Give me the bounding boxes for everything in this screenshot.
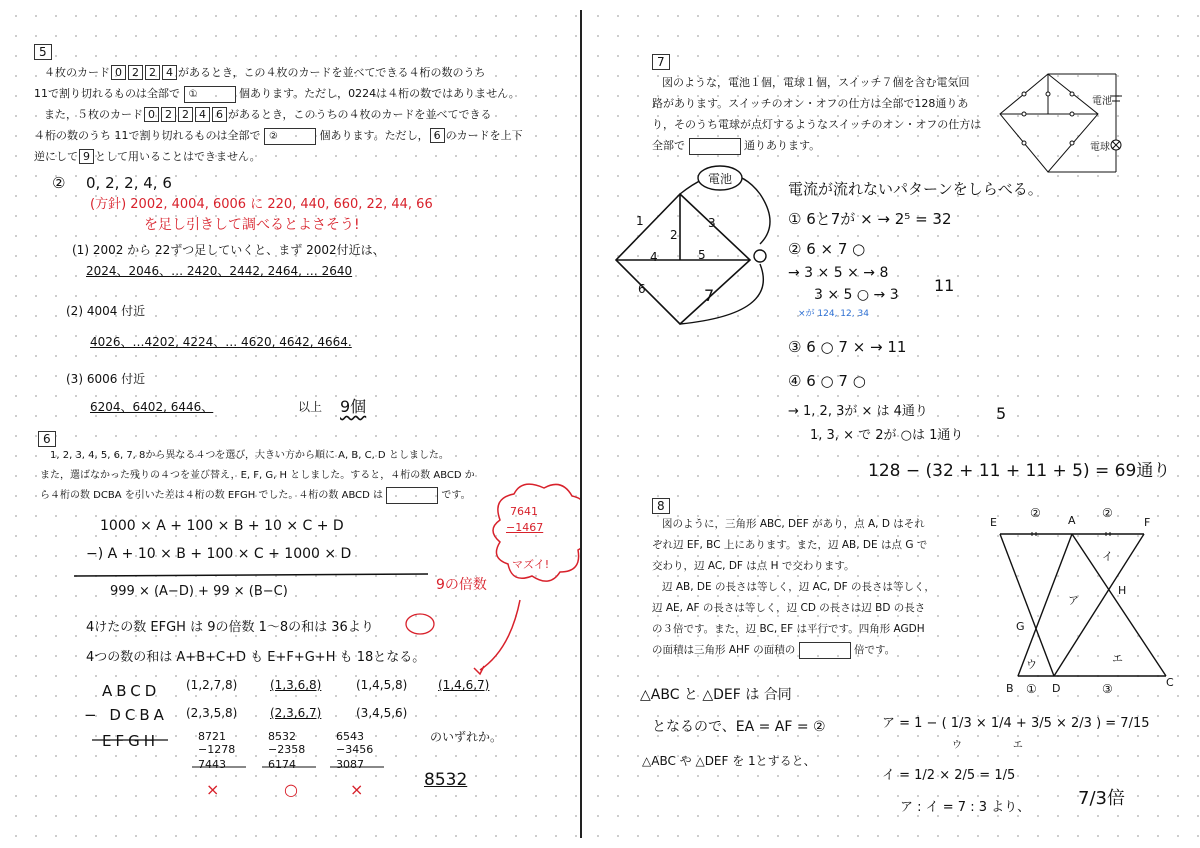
- hw8-text-2: となるので、EA = AF = ②: [652, 719, 826, 735]
- hw8-text-1: △ABC と △DEF は 合同: [640, 687, 792, 703]
- hw6-set-4: (1,4,6,7): [438, 678, 490, 692]
- hw7-row-2a: → 3 × 5 × → 8: [788, 265, 889, 281]
- label-A: A: [1068, 514, 1076, 527]
- hw6-eq-1: 1000 × A + 100 × B + 10 × C + D: [100, 518, 344, 534]
- label-D: D: [1052, 682, 1061, 695]
- hw6-mark-1: ×: [206, 780, 220, 799]
- hw6-abcd: ABCD: [102, 682, 161, 700]
- hw6-calc-3: 6543 −3456 3087: [336, 730, 374, 771]
- hw7-battery: 電池: [708, 172, 733, 186]
- label-B: B: [1006, 682, 1014, 695]
- hw6-calc-2: 8532 −2358 6174: [268, 730, 306, 771]
- handwritten-circuit: [610, 164, 810, 334]
- hw7-row-4a: → 1, 2, 3が × は 4通り: [788, 404, 928, 419]
- label-G: G: [1016, 620, 1025, 633]
- hw6-set-1: (1,2,7,8): [186, 678, 238, 692]
- hw7-row-4b: 1, 3, × で 2が ○は 1通り: [810, 428, 964, 443]
- hw5-step-3: (3) 6006 付近: [66, 372, 146, 386]
- hw5-head: 0, 2, 2, 4, 6: [86, 174, 172, 192]
- answer-blank-1: ①: [184, 86, 236, 103]
- hw8-a: ア = 1 − ( 1/3 × 1/4 + 3/5 × 2/3 ) = 7/15: [882, 716, 1150, 731]
- hw6-efgh: EFGH: [102, 732, 160, 750]
- hw5-plan-1: (方針) 2002, 4004, 6006 に 220, 440, 660, 22, 44, 66: [90, 197, 433, 212]
- label-e: エ: [1112, 652, 1123, 665]
- hw8-text-3: △ABC や △DEF を 1とすると、: [642, 754, 816, 768]
- problem-7-number: 7: [652, 54, 670, 70]
- hw6-set-3: (1,4,5,8): [356, 678, 408, 692]
- printed-bulb-label: 電球: [1090, 142, 1110, 153]
- hw6-mark-2: ○: [284, 780, 298, 799]
- label-E: E: [990, 516, 997, 529]
- label-two-left: ②: [1030, 506, 1041, 520]
- hw8-answer: 7/3倍: [1078, 788, 1125, 809]
- answer-blank-2: ②: [264, 128, 316, 145]
- right-page: [582, 0, 1200, 848]
- hw7-row-4: ④ 6 ○ 7 ○: [788, 372, 866, 390]
- hw6-eq-2: −) A + 10 × B + 100 × C + 1000 × D: [86, 546, 352, 562]
- hw7-total: 128 − (32 + 11 + 11 + 5) = 69通り: [868, 461, 1171, 481]
- label-C: C: [1166, 676, 1174, 689]
- problem-8-text: 図のように，三角形 ABC, DEF があり，点 A, D はそれ ぞれ辺 EF, BC 上にあります。また，辺 AB, DE は点 G で 交わり，辺 AC, DF は点 H で交わります。 辺 AB, DE の長さは等しく，辺 AC, DF の長さは等しく， 辺 AE, AF の長さは等しく，辺 CD の長さは辺 BD の長さ の３倍です。また，辺 BC, EF は平行です。四角形 AGDH の面積は三角形 AHF の面積の 倍です。: [652, 514, 982, 661]
- hw6-set-7: (3,4,5,6): [356, 706, 408, 720]
- wire-4: 4: [650, 250, 658, 264]
- answer-blank-circuit: [689, 138, 741, 155]
- hw6-calc-1: 8721 −1278 7443: [198, 730, 236, 771]
- printed-circuit: [994, 68, 1154, 178]
- wire-2: 2: [670, 228, 678, 242]
- wire-6: 6: [638, 282, 646, 296]
- hw8-a-sub: ウ エ: [952, 740, 1023, 751]
- wire-5: 5: [698, 248, 706, 262]
- problem-5-text: ４枚のカード 0 2 2 4 があるとき，この４枚のカードを並べてできる４桁の数のうち 11で割り切れるものは全部で ① 個あります。ただし，0224は４桁の数ではありません。 また，５枚のカード 0 2 2 4 6 があるとき，このうちの４枚のカードを並べてできる ４桁の数のうち 11で割り切れるものは全部で ② 個あります。ただし， 6 のカードを上下 逆にして 9 として用いることはできません。: [34, 66, 523, 163]
- label-H: H: [1118, 584, 1127, 597]
- hw7-row-4-sum: 5: [996, 404, 1007, 423]
- problem-5-number: 5: [34, 44, 52, 60]
- triangles-figure: [994, 520, 1174, 690]
- hw8-ratio: ア : イ = 7 : 3 より、: [900, 800, 1031, 815]
- hw6-answer: 8532: [424, 770, 468, 790]
- cloud-2: −1467: [506, 521, 544, 534]
- problem-6-text: 1, 2, 3, 4, 5, 6, 7, 8から異なる４つを選び，大きい方から順に A, B, C, D としました。 また，選ばなかった残りの４つを並び替え，E, F, G, H としました。すると，４桁の数 ABCD か ら４桁の数 DCBA を引いた差は４桁の数 EFGH でした。４桁の数 ABCD は です。: [40, 446, 560, 506]
- hw5-step-1-values: 2024、2046、… 2420、2442, 2464, … 2640: [86, 264, 353, 278]
- hw6-set-2: (1,3,6,8): [270, 678, 322, 692]
- hw5-step-2-values: 4026、…4202, 4224、… 4620, 4642, 4664.: [90, 335, 352, 349]
- wire-1: 1: [636, 214, 644, 228]
- hw7-title: 電流が流れないパターンをしらべる。: [788, 180, 1043, 198]
- left-page: [0, 0, 580, 848]
- label-u: ウ: [1026, 658, 1037, 671]
- hw5-plan-2: を足し引きして調べるとよさそう!: [144, 217, 360, 233]
- answer-blank-ratio: [799, 642, 851, 659]
- hw6-dcba: − DCBA: [84, 706, 168, 724]
- hw6-eq-3: 999 × (A−D) + 99 × (B−C): [110, 584, 288, 599]
- label-i: イ: [1102, 550, 1113, 563]
- problem-7-text: 図のような，電池１個，電球１個，スイッチ７個を含む電気回 路があります。スイッチのオン・オフの仕方は全部で128通りあ り，そのうち電球が点灯するようなスイッチのオン・オフの仕方は 全部で 通りあります。: [652, 72, 992, 156]
- hw5-step-1: (1) 2002 から 22ずつ足していくと、まず 2002付近は、: [72, 243, 385, 257]
- hw5-answer: 9個: [340, 397, 367, 416]
- hw5-answer-label: 以上: [298, 400, 323, 414]
- wire-3: 3: [708, 216, 716, 230]
- hw6-multiple-of-9: 9の倍数: [436, 577, 487, 593]
- hw7-row-2-sum: 11: [934, 276, 955, 295]
- hw8-i: イ = 1/2 × 2/5 = 1/5: [882, 768, 1016, 783]
- cloud-1: 7641: [510, 505, 538, 518]
- hw7-row-3: ③ 6 ○ 7 × → 11: [788, 338, 907, 356]
- hw7-row-1: ① 6と7が × → 2⁵ = 32: [788, 210, 952, 228]
- hw6-mark-3: ×: [350, 780, 364, 799]
- cloud-3: マズイ!: [512, 558, 550, 571]
- hw5-head-num: ②: [52, 174, 66, 192]
- hw5-step-3-values: 6204、6402, 6446、: [90, 400, 214, 414]
- problem-6-number: 6: [38, 431, 56, 447]
- hw5-step-2: (2) 4004 付近: [66, 304, 146, 318]
- hw6-tail: のいずれか。: [430, 730, 503, 744]
- problem-8-number: 8: [652, 498, 670, 514]
- label-one: ①: [1026, 682, 1037, 696]
- label-a: ア: [1068, 594, 1079, 607]
- hw6-text-2: 4つの数の和は A+B+C+D も E+F+G+H も 18となる。: [86, 650, 426, 665]
- wire-7: 7: [704, 286, 715, 305]
- hw6-set-5: (2,3,5,8): [186, 706, 238, 720]
- hw7-row-2: ② 6 × 7 ○: [788, 240, 866, 258]
- hw6-text-1: 4けたの数 EFGH は 9の倍数 1〜8の和は 36より: [86, 620, 374, 635]
- label-three: ③: [1102, 682, 1113, 696]
- printed-battery-label: 電池: [1092, 96, 1112, 107]
- hw6-set-6: (2,3,6,7): [270, 706, 322, 720]
- hw7-note: ×が 124, 12, 34: [798, 309, 869, 319]
- hw7-row-2b: 3 × 5 ○ → 3: [814, 287, 899, 303]
- label-F: F: [1144, 516, 1151, 529]
- label-two-right: ②: [1102, 506, 1113, 520]
